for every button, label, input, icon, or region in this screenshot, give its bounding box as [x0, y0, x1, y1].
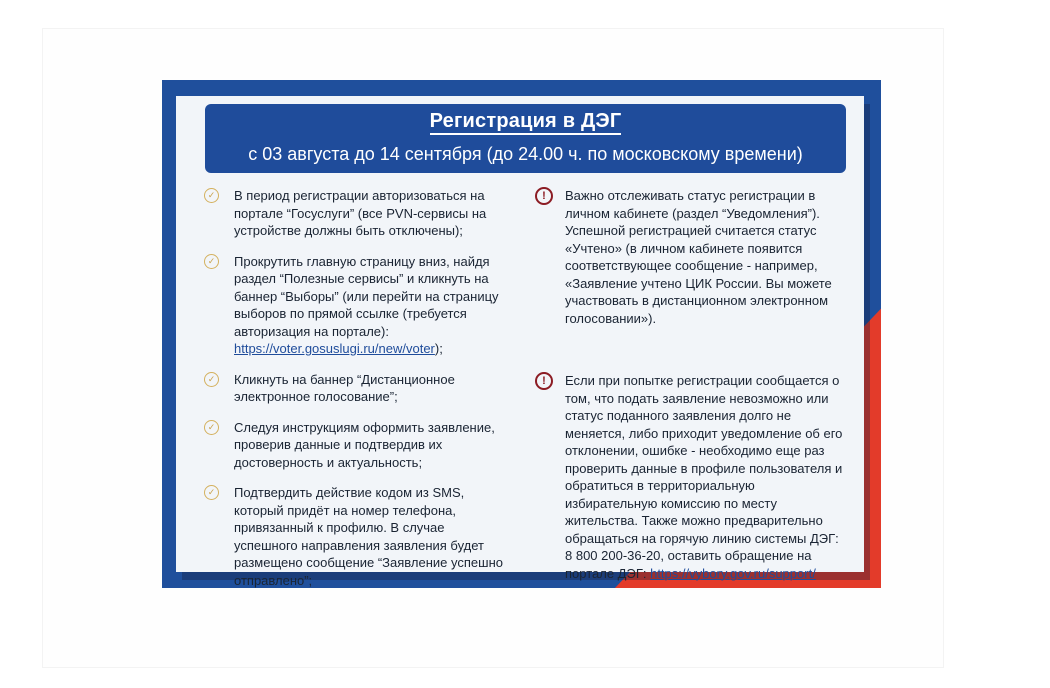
check-circle-icon: ✓ [204, 485, 219, 500]
exclamation-circle-icon: ! [535, 187, 553, 205]
note-item: ! Важно отслеживать статус регистрации в личном кабинете (раздел “Уведомления”). Успешной регистрацией считается статус «Учтено» (в личном кабинете появится соответствующее сообщение - например, «Заявление учтено ЦИК России. Вы можете участвовать в дистанционном электронном голосовании»). [535, 187, 847, 327]
step-item: ✓ Подтвердить действие кодом из SMS, который придёт на номер телефона, привязанный к профилю. В случае успешного направления заявления будет размещено сообщение “Заявление успешно отправлено”; [204, 484, 509, 589]
step-item: ✓ Кликнуть на баннер “Дистанционное электронное голосование”; [204, 371, 509, 406]
check-circle-icon: ✓ [204, 188, 219, 203]
check-circle-icon: ✓ [204, 372, 219, 387]
step-item: ✓ Прокрутить главную страницу вниз, найдя раздел “Полезные сервисы” и кликнуть на баннер “Выборы” (или перейти на страницу выборов по прямой ссылке (требуется авторизация на портале): https://voter.gosuslugi.ru/new/voter); [204, 253, 509, 358]
check-circle-icon: ✓ [204, 420, 219, 435]
support-link[interactable]: https://vybory.gov.ru/support/ [650, 565, 816, 581]
steps-column [204, 187, 509, 589]
step-item: ✓ В период регистрации авторизоваться на портале “Госуслуги” (все PVN-сервисы на устройстве должны быть отключены); [204, 187, 509, 240]
step-item: ✓ Следуя инструкциям оформить заявление, проверив данные и подтвердив их достоверность и актуальность; [204, 419, 509, 472]
banner-title: Регистрация в ДЭГ [205, 110, 846, 133]
exclamation-circle-icon: ! [535, 372, 553, 390]
banner-subtitle: с 03 августа до 14 сентября (до 24.00 ч. по московскому времени) [248, 144, 803, 164]
notes-column [535, 187, 847, 582]
check-circle-icon: ✓ [204, 254, 219, 269]
note-item: ! Если при попытке регистрации сообщается о том, что подать заявление невозможно или статус поданного заявления долго не меняется, либо приходит уведомление об его отклонении, ошибке - необходимо еще раз проверить данные в профиле пользователя и обратиться в территориальную избирательную комиссию по месту жительства. Также можно предварительно обращаться на горячую линию системы ДЭГ: 8 800 200-36-20, оставить обращение на портале ДЭГ: https://vybory.gov.ru/support/ [535, 372, 847, 582]
header-banner [205, 104, 846, 173]
voter-link[interactable]: https://voter.gosuslugi.ru/new/voter [234, 341, 435, 356]
